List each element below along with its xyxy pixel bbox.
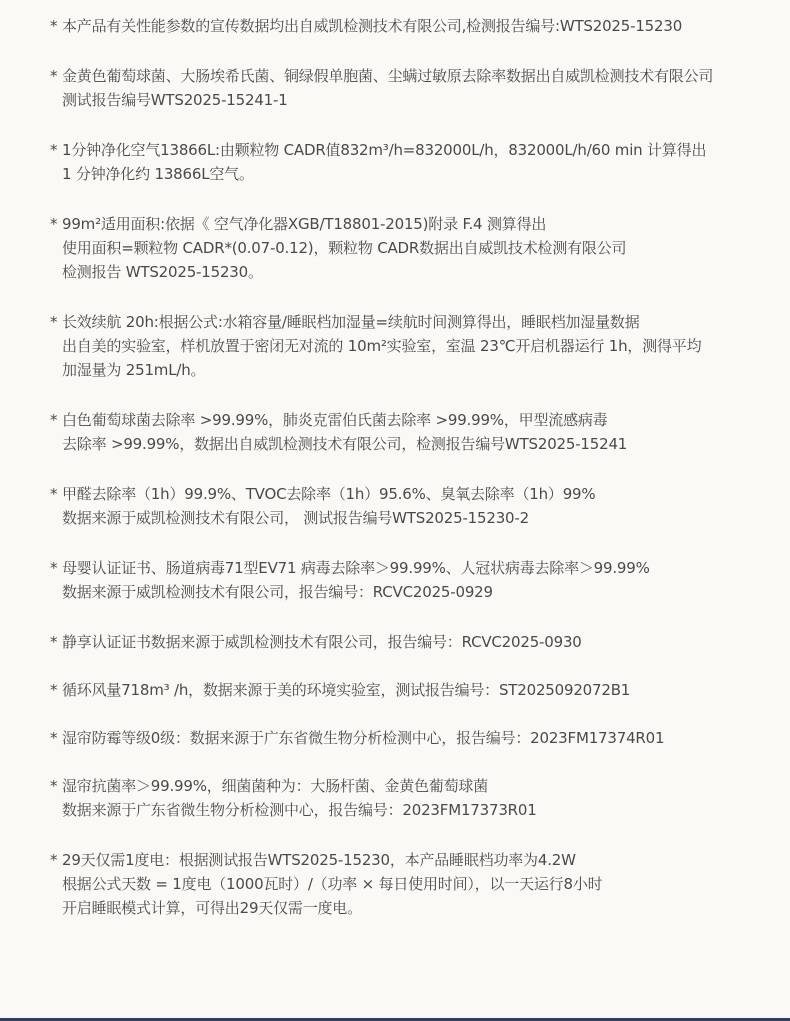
note-battery-life — [50, 310, 770, 382]
note-line: 静享认证证书数据来源于威凯检测技术有限公司，报告编号：RCVC2025-0930 — [62, 633, 582, 651]
asterisk-marker: * — [50, 633, 58, 651]
note-line: 数据来源于威凯检测技术有限公司，报告编号：RCVC2025-0929 — [62, 583, 493, 601]
note-line: 金黄色葡萄球菌、大肠埃希氏菌、铜绿假单胞菌、尘螨过敏原去除率数据出自威凯检测技术有限公司 — [62, 67, 714, 85]
disclaimer-notes — [50, 14, 770, 920]
note-quiet-certification — [50, 630, 770, 654]
note-line: 根据公式天数 = 1度电（1000瓦时）/（功率 × 每日使用时间），以一天运行8小时 — [62, 875, 603, 893]
note-line: 开启睡眠模式计算，可得出29天仅需一度电。 — [62, 899, 362, 917]
asterisk-marker: * — [50, 851, 58, 869]
note-energy-consumption — [50, 848, 770, 920]
note-bacteria-removal — [50, 64, 770, 112]
asterisk-marker: * — [50, 729, 58, 747]
note-line: 本产品有关性能参数的宣传数据均出自威凯检测技术有限公司,检测报告编号:WTS2025-15230 — [62, 17, 683, 35]
note-antibacterial-rate — [50, 774, 770, 822]
note-formaldehyde-removal — [50, 482, 770, 530]
note-virus-removal — [50, 408, 770, 456]
note-line: 29天仅需1度电：根据测试报告WTS2025-15230，本产品睡眠档功率为4.2W — [62, 851, 576, 869]
asterisk-marker: * — [50, 485, 58, 503]
note-one-minute-purify — [50, 138, 770, 186]
note-line: 出自美的实验室，样机放置于密闭无对流的 10m²实验室，室温 23℃开启机器运行 1h，测得平均 — [62, 337, 702, 355]
note-line: 湿帘抗菌率＞99.99%，细菌菌种为：大肠杆菌、金黄色葡萄球菌 — [62, 777, 488, 795]
note-line: 湿帘防霉等级0级：数据来源于广东省微生物分析检测中心，报告编号：2023FM17374R01 — [62, 729, 665, 747]
note-line: 1分钟净化空气13866L:由颗粒物 CADR值832m³/h=832000L/h，832000L/h/60 min 计算得出 — [62, 141, 707, 159]
asterisk-marker: * — [50, 215, 58, 233]
note-test-report — [50, 14, 770, 38]
note-line: 99m²适用面积:依据《 空气净化器XGB/T18801-2015)附录 F.4 测算得出 — [62, 215, 547, 233]
note-line: 加湿量为 251mL/h。 — [62, 361, 206, 379]
note-line: 检测报告 WTS2025-15230。 — [62, 263, 263, 281]
note-line: 循环风量718m³ /h，数据来源于美的环境实验室，测试报告编号：ST2025092072B1 — [62, 681, 631, 699]
asterisk-marker: * — [50, 777, 58, 795]
asterisk-marker: * — [50, 559, 58, 577]
note-line: 使用面积=颗粒物 CADR*(0.07-0.12)，颗粒物 CADR数据出自威凯技术检测有限公司 — [62, 239, 627, 257]
note-line: 数据来源于威凯检测技术有限公司， 测试报告编号WTS2025-15230-2 — [62, 509, 529, 527]
note-line: 测试报告编号WTS2025-15241-1 — [62, 91, 288, 109]
note-line: 甲醛去除率（1h）99.9%、TVOC去除率（1h）95.6%、臭氧去除率（1h）99% — [62, 485, 596, 503]
note-line: 去除率 >99.99%，数据出自威凯检测技术有限公司，检测报告编号WTS2025-15241 — [62, 435, 628, 453]
note-line: 白色葡萄球菌去除率 >99.99%，肺炎克雷伯氏菌去除率 >99.99%，甲型流感病毒 — [62, 411, 608, 429]
asterisk-marker: * — [50, 67, 58, 85]
asterisk-marker: * — [50, 313, 58, 331]
note-maternal-certification — [50, 556, 770, 604]
asterisk-marker: * — [50, 411, 58, 429]
note-line: 数据来源于广东省微生物分析检测中心，报告编号：2023FM17373R01 — [62, 801, 537, 819]
note-air-volume — [50, 678, 770, 702]
note-line: 母婴认证证书、肠道病毒71型EV71 病毒去除率＞99.99%、人冠状病毒去除率＞99.99% — [62, 559, 650, 577]
note-mold-resistance — [50, 726, 770, 750]
asterisk-marker: * — [50, 681, 58, 699]
note-line: 1 分钟净化约 13866L空气。 — [62, 165, 254, 183]
note-applicable-area — [50, 212, 770, 284]
note-line: 长效续航 20h:根据公式:水箱容量/睡眠档加湿量=续航时间测算得出，睡眠档加湿量数据 — [62, 313, 640, 331]
asterisk-marker: * — [50, 141, 58, 159]
asterisk-marker: * — [50, 17, 58, 35]
